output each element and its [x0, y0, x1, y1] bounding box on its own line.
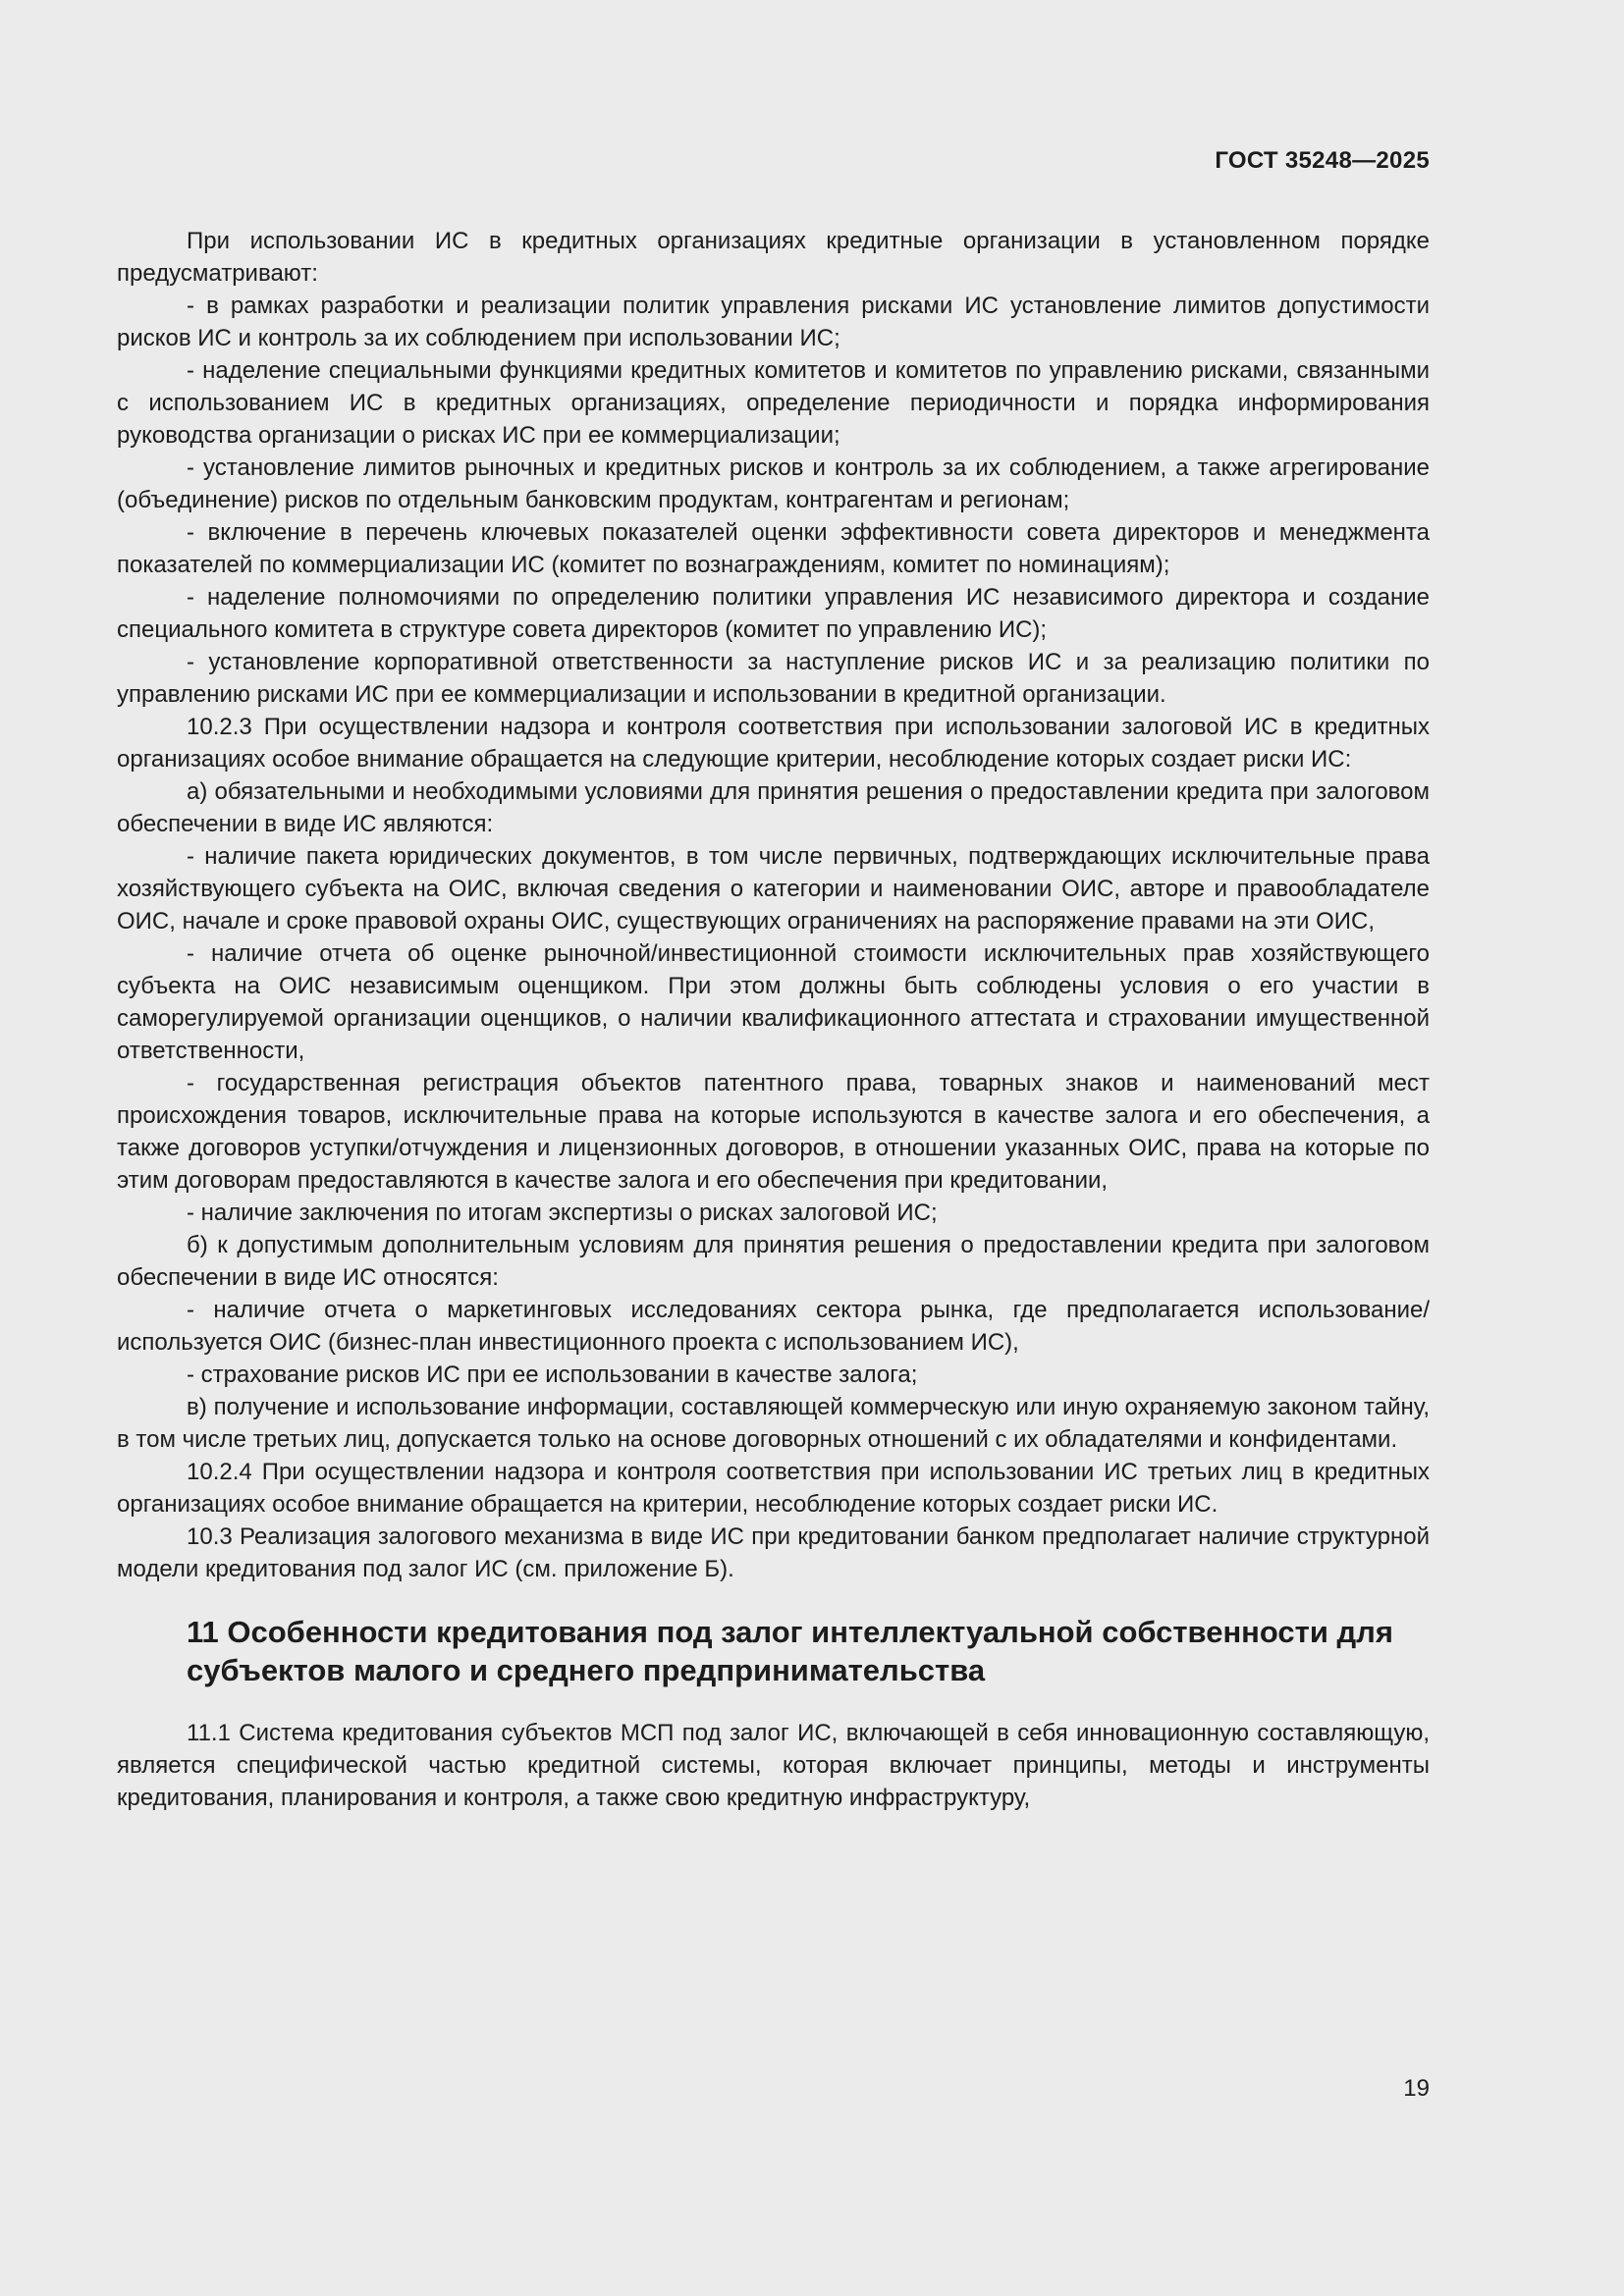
document-code: ГОСТ 35248—2025: [1215, 147, 1430, 174]
sub-item-v: в) получение и использование информации, составляющей коммерческую или иную охраняемую законом тайну, в том числе третьих лиц, допускается только на основе договорных отношений с их обладателями и конфидентами.: [117, 1394, 1430, 1453]
sub-item-a: а) обязательными и необходимыми условиями для принятия решения о предоставлении кредита при залоговом обеспечении в виде ИС являются:: [117, 778, 1430, 837]
list-item: - государственная регистрация объектов патентного права, товарных знаков и наименований мест происхождения товаров, исключительные права на которые используются в качестве залога и его обеспечения, а также договоров уступки/отчуждения и лицензионных договоров, в отношении указанных ОИС, права на которые по этим договорам предоставляются в качестве залога и его обеспечения при кредитовании,: [117, 1070, 1430, 1194]
clause-10-2-3: 10.2.3 При осуществлении надзора и контроля соответствия при использовании залоговой ИС в кредитных организациях особое внимание обращается на следующие критерии, несоблюдение которых создает риски ИС:: [117, 714, 1430, 773]
list-item: - в рамках разработки и реализации политик управления рисками ИС установление лимитов допустимости рисков ИС и контроль за их соблюдением при использовании ИС;: [117, 293, 1430, 351]
page-number: 19: [1403, 2075, 1430, 2102]
list-item: - установление корпоративной ответственности за наступление рисков ИС и за реализацию политики по управлению рисками ИС при ее коммерциализации и использовании в кредитной организации.: [117, 649, 1430, 708]
paragraph: При использовании ИС в кредитных организациях кредитные организации в установленном порядке предусматривают:: [117, 228, 1430, 287]
clause-11-1: 11.1 Система кредитования субъектов МСП под залог ИС, включающей в себя инновационную составляющую, является специфической частью кредитной системы, которая включает принципы, методы и инструменты кредитования, планирования и контроля, а также свою кредитную инфраструктуру,: [117, 1720, 1430, 1811]
clause-10-3: 10.3 Реализация залогового механизма в виде ИС при кредитовании банком предполагает наличие структурной модели кредитования под залог ИС (см. приложение Б).: [117, 1523, 1430, 1582]
list-item: - наличие пакета юридических документов, в том числе первичных, подтверждающих исключительные права хозяйствующего субъекта на ОИС, включая сведения о категории и наименовании ОИС, авторе и правообладателе ОИС, начале и сроке правовой охраны ОИС, существующих ограничениях на распоряжение правами на эти ОИС,: [117, 843, 1430, 934]
list-item: - наличие отчета о маркетинговых исследованиях сектора рынка, где предполагается использование/используется ОИС (бизнес-план инвестиционного проекта с использованием ИС),: [117, 1297, 1430, 1356]
list-item: - наличие отчета об оценке рыночной/инвестиционной стоимости исключительных прав хозяйствующего субъекта на ОИС независимым оценщиком. При этом должны быть соблюдены условия о его участии в саморегулируемой организации оценщиков, о наличии квалификационного аттестата и страховании имущественной ответственности,: [117, 940, 1430, 1064]
list-item: - включение в перечень ключевых показателей оценки эффективности совета директоров и менеджмента показателей по коммерциализации ИС (комитет по вознаграждениям, комитет по номинациям);: [117, 519, 1430, 578]
list-item: - наделение специальными функциями кредитных комитетов и комитетов по управлению рисками, связанными с использованием ИС в кредитных организациях, определение периодичности и порядка информирования руководства организации о рисках ИС при ее коммерциализации;: [117, 357, 1430, 449]
document-body: [117, 225, 1430, 1814]
clause-10-2-4: 10.2.4 При осуществлении надзора и контроля соответствия при использовании ИС третьих лиц в кредитных организациях особое внимание обращается на критерии, несоблюдение которых создает риски ИС.: [117, 1459, 1430, 1518]
list-item: - страхование рисков ИС при ее использовании в качестве залога;: [187, 1362, 918, 1388]
list-item: - наделение полномочиями по определению политики управления ИС независимого директора и создание специального комитета в структуре совета директоров (комитет по управлению ИС);: [117, 584, 1430, 643]
sub-item-b: б) к допустимым дополнительным условиям для принятия решения о предоставлении кредита при залоговом обеспечении в виде ИС относятся:: [117, 1232, 1430, 1291]
list-item: - установление лимитов рыночных и кредитных рисков и контроль за их соблюдением, а также агрегирование (объединение) рисков по отдельным банковским продуктам, контрагентам и регионам;: [117, 454, 1430, 513]
list-item: - наличие заключения по итогам экспертизы о рисках залоговой ИС;: [187, 1200, 938, 1226]
section-title: 11 Особенности кредитования под залог интеллектуальной собственности для субъектов малого и среднего предпринимательства: [187, 1615, 1393, 1687]
